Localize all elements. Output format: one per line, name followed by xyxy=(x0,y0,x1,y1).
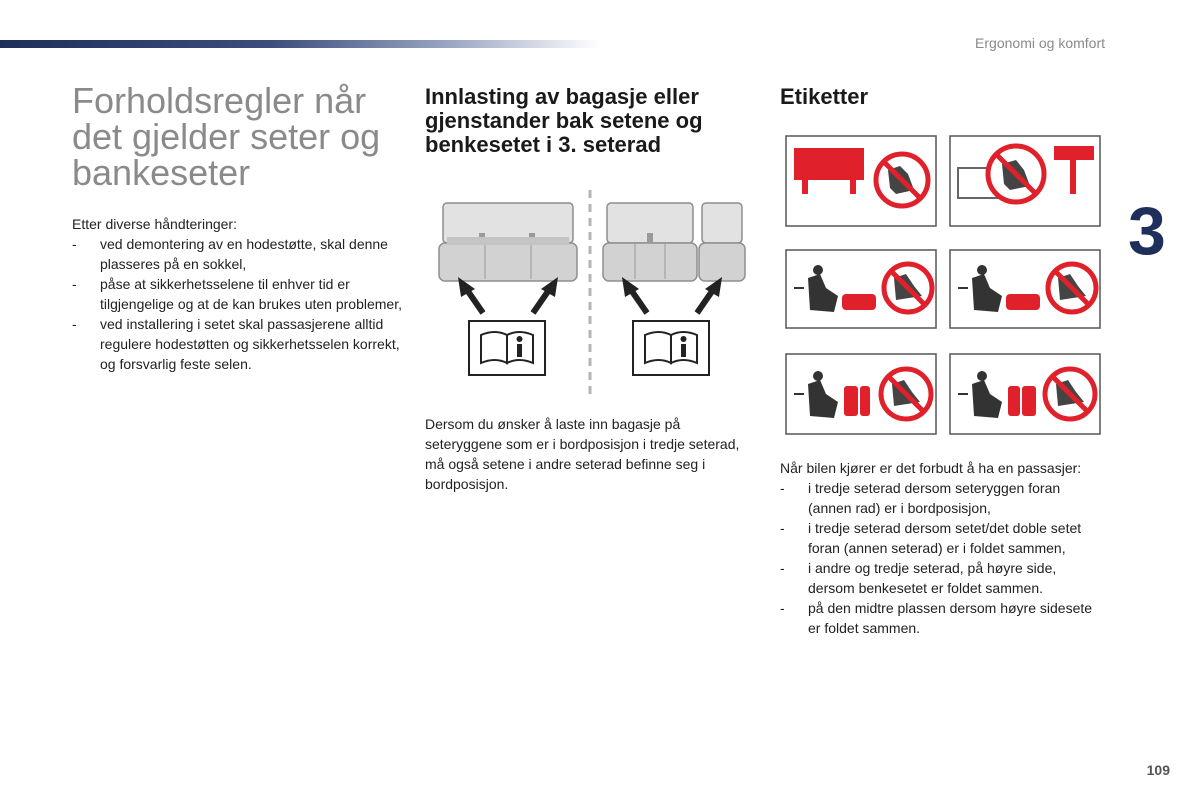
section-title: Ergonomi og komfort xyxy=(975,35,1105,51)
labels-list xyxy=(780,478,1100,638)
warning-label-seat-folded-left xyxy=(786,250,936,328)
warning-label-bench-folded-right xyxy=(950,354,1100,434)
bench-seat-left-image xyxy=(439,203,577,281)
warning-labels-illustration xyxy=(780,128,1105,442)
warning-label-table-position-left xyxy=(786,136,936,226)
precautions-text xyxy=(72,214,402,374)
labels-text xyxy=(780,458,1100,638)
warning-label-bench-folded-left xyxy=(786,354,936,434)
manual-book-icon xyxy=(633,321,709,375)
list-item: - i tredje seterad dersom seteryggen foran (annen rad) er i bordposisjon, xyxy=(780,478,1100,518)
list-item: - ved demontering av en hodestøtte, skal denne plasseres på en sokkel, xyxy=(72,234,402,274)
loading-text xyxy=(425,414,755,494)
list-item: - i tredje seterad dersom setet/det doble setet foran (annen seterad) er i foldet sammen, xyxy=(780,518,1100,558)
list-item: - påse at sikkerhetsselene til enhver tid er tilgjengelige og at de kan brukes uten problemer, xyxy=(72,274,402,314)
loading-title: Innlasting av bagasje eller gjenstander bak setene og benkesetet i 3. seterad xyxy=(425,84,703,157)
list-item: - på den midtre plassen dersom høyre sidesete er foldet sammen. xyxy=(780,598,1100,638)
header-accent-bar xyxy=(0,40,600,48)
split-seat-right-image xyxy=(603,203,745,281)
chapter-number: 3 xyxy=(1128,193,1166,269)
arrow-icon xyxy=(458,277,558,313)
list-item: - ved installering i setet skal passasjerene alltid regulere hodestøtten og sikkerhetsselen korrekt, og forsvarlig feste selen. xyxy=(72,314,402,374)
precautions-title: Forholdsregler når det gjelder seter og bankeseter xyxy=(72,80,381,193)
labels-intro: Når bilen kjører er det forbudt å ha en passasjer: xyxy=(780,460,1082,476)
precautions-list xyxy=(72,234,402,374)
manual-book-icon xyxy=(469,321,545,375)
seats-table-position-illustration xyxy=(425,185,755,405)
arrow-icon xyxy=(622,277,722,313)
labels-title: Etiketter xyxy=(780,84,869,109)
warning-label-seat-folded-right xyxy=(950,250,1100,328)
list-item: - i andre og tredje seterad, på høyre side, dersom benkesetet er foldet sammen. xyxy=(780,558,1100,598)
loading-body: Dersom du ønsker å laste inn bagasje på seteryggene som er i bordposisjon i tredje seterad, må også setene i andre seterad befinne seg i bordposisjon. xyxy=(425,416,740,492)
page-number: 109 xyxy=(1146,762,1170,778)
precautions-intro: Etter diverse håndteringer: xyxy=(72,216,237,232)
warning-label-table-position-right xyxy=(950,136,1100,226)
